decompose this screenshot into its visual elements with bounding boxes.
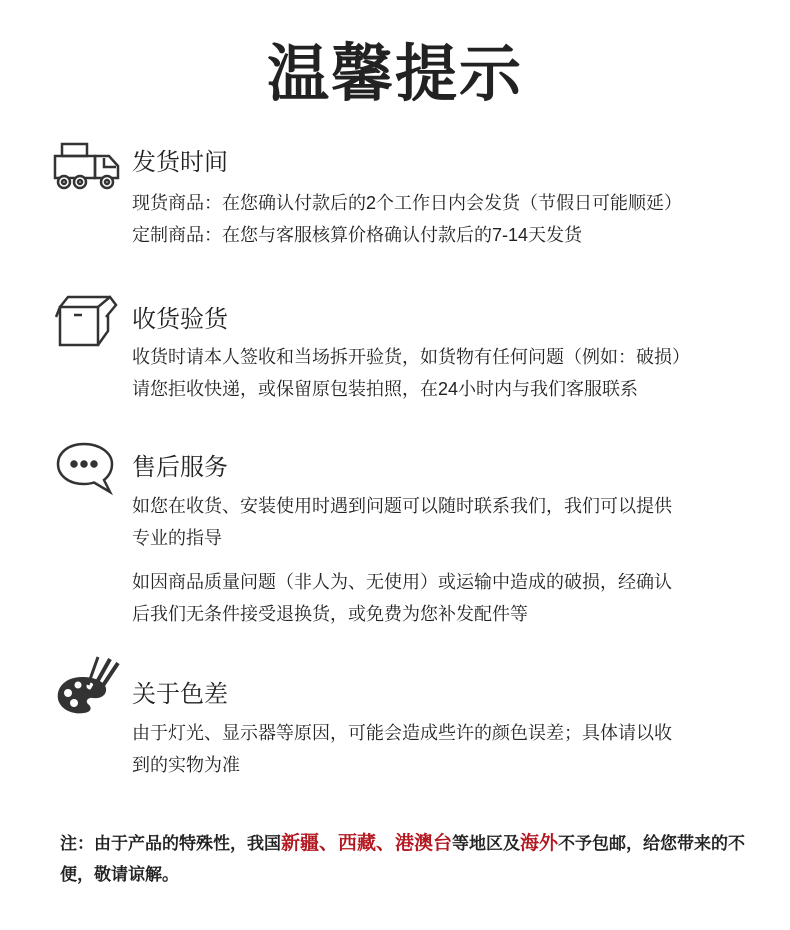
text-line: 由于灯光、显示器等原因，可能会造成些许的颜色误差；具体请以收 bbox=[132, 723, 672, 743]
truck-icon bbox=[52, 140, 122, 196]
palette-icon bbox=[52, 655, 122, 719]
section-body-inspection bbox=[132, 341, 752, 405]
section-body-after-sales bbox=[132, 490, 752, 630]
section-body-color-difference bbox=[132, 717, 752, 781]
section-heading-color-difference: 关于色差 bbox=[132, 681, 228, 708]
section-body-shipping bbox=[132, 187, 752, 251]
text-line: 请您拒收快递，或保留原包装拍照，在24小时内与我们客服联系 bbox=[132, 379, 639, 399]
note-highlight-regions: 新疆、西藏、港澳台 bbox=[281, 833, 453, 854]
section-heading-after-sales: 售后服务 bbox=[132, 454, 228, 481]
open-box-icon bbox=[52, 293, 122, 349]
text-line: 后我们无条件接受退换货，或免费为您补发配件等 bbox=[132, 604, 528, 624]
text-line: 如因商品质量问题（非人为、无使用）或运输中造成的破损，经确认 bbox=[132, 572, 672, 592]
text-line: 专业的指导 bbox=[132, 528, 222, 548]
chat-bubble-icon bbox=[52, 440, 122, 496]
text-line: 定制商品：在您与客服核算价格确认付款后的7-14天发货 bbox=[132, 225, 583, 245]
page-title: 温馨提示 bbox=[266, 40, 523, 109]
note-highlight-overseas: 海外 bbox=[520, 833, 559, 854]
section-heading-shipping: 发货时间 bbox=[132, 149, 228, 176]
text-line: 现货商品：在您确认付款后的2个工作日内会发货（节假日可能顺延） bbox=[132, 193, 683, 213]
section-heading-inspection: 收货验货 bbox=[132, 306, 228, 333]
text-line: 如您在收货、安装使用时遇到问题可以随时联系我们，我们可以提供 bbox=[132, 496, 672, 516]
note-text: 注：由于产品的特殊性，我国 bbox=[60, 834, 281, 853]
text-line: 收货时请本人签收和当场拆开验货，如货物有任何问题（例如：破损） bbox=[132, 347, 690, 367]
note-text: 不予包邮，给您带来的不便，敬请谅解。 bbox=[60, 834, 746, 884]
text-line: 到的实物为准 bbox=[132, 755, 240, 775]
shipping-note bbox=[60, 828, 750, 890]
note-text: 等地区及 bbox=[452, 834, 521, 853]
